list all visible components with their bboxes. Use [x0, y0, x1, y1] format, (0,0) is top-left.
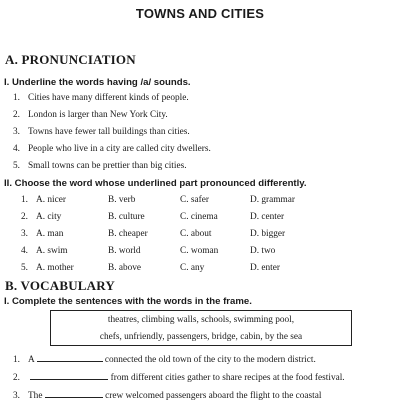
list-item: 5. Small towns can be prettier than big cities.	[13, 161, 187, 171]
option-d: D. grammar	[250, 195, 295, 205]
sentence-item: 2. from different cities gather to share recipes at the food festival.	[13, 373, 345, 383]
option-d: D. enter	[250, 263, 280, 273]
option-a: A. man	[36, 229, 64, 239]
option-a: A. swim	[36, 246, 68, 256]
option-c: C. woman	[180, 246, 219, 256]
worksheet-page: TOWNS AND CITIES A. PRONUNCIATION I. Underline the words having /a/ sounds. 1. Cities have many different kinds of people. 2. London is larger than New York City. 3. Towns have fewer tall buildings than cities. 4. People who live in a city are called city dwellers. 5. Small towns can be prettier than big cities. II. Choose the word whose underlined part pronounced differently. 1. A. nicer B. verb C. safer D. grammar 2. A. city B. culture C. cinema D. center 3. A. man B. cheaper C. about D. bigger 4. A. swim B. world C. woman D. two 5. A. mother B. above C. any D. enter B. VOCABULARY I. Complete the sentences with the words in the frame. theatres, climbing walls, schools, swimming pool, chefs, unfriendly, passengers, bridge, cabin, by the sea 1. A connected the old town of the city to the modern district. 2. from different cities gather to share recipes at the food festival. 3. The crew welcomed passengers aboard the flight to the coastal	[0, 0, 400, 400]
list-item: 1. Cities have many different kinds of people.	[13, 93, 189, 103]
option-d: D. bigger	[250, 229, 286, 239]
answer-blank[interactable]	[30, 371, 108, 380]
option-c: C. cinema	[180, 212, 218, 222]
option-a: A. mother	[36, 263, 74, 273]
section-a-heading: A. PRONUNCIATION	[5, 52, 136, 67]
option-b: B. world	[108, 246, 141, 256]
option-b: B. verb	[108, 195, 136, 205]
section-b-part1-instruction: I. Complete the sentences with the words in the frame.	[4, 296, 252, 307]
list-item: 4. People who live in a city are called city dwellers.	[13, 144, 211, 154]
section-a-part2-instruction: II. Choose the word whose underlined part pronounced differently.	[4, 178, 307, 189]
list-item: 3. Towns have fewer tall buildings than cities.	[13, 127, 190, 137]
option-a: A. nicer	[36, 195, 66, 205]
option-d: D. center	[250, 212, 285, 222]
option-b: B. cheaper	[108, 229, 148, 239]
word-frame-line-2: chefs, unfriendly, passengers, bridge, cabin, by the sea	[99, 332, 303, 342]
section-b-heading: B. VOCABULARY	[5, 278, 115, 293]
section-a-part1-instruction: I. Underline the words having /a/ sounds.	[4, 77, 191, 88]
list-item: 2. London is larger than New York City.	[13, 110, 168, 120]
word-frame	[50, 310, 352, 346]
option-b: B. culture	[108, 212, 145, 222]
option-d: D. two	[250, 246, 276, 256]
option-a: A. city	[36, 212, 62, 222]
page-title: TOWNS AND CITIES	[135, 6, 265, 21]
sentence-item: 3. The crew welcomed passengers aboard the flight to the coastal	[13, 391, 322, 401]
answer-blank[interactable]	[37, 353, 103, 362]
option-c: C. any	[180, 263, 205, 273]
option-c: C. safer	[180, 195, 209, 205]
word-frame-line-1: theatres, climbing walls, schools, swimming pool,	[107, 315, 295, 325]
option-c: C. about	[180, 229, 212, 239]
option-b: B. above	[108, 263, 142, 273]
answer-blank[interactable]	[45, 389, 103, 398]
sentence-item: 1. A connected the old town of the city to the modern district.	[13, 355, 316, 365]
